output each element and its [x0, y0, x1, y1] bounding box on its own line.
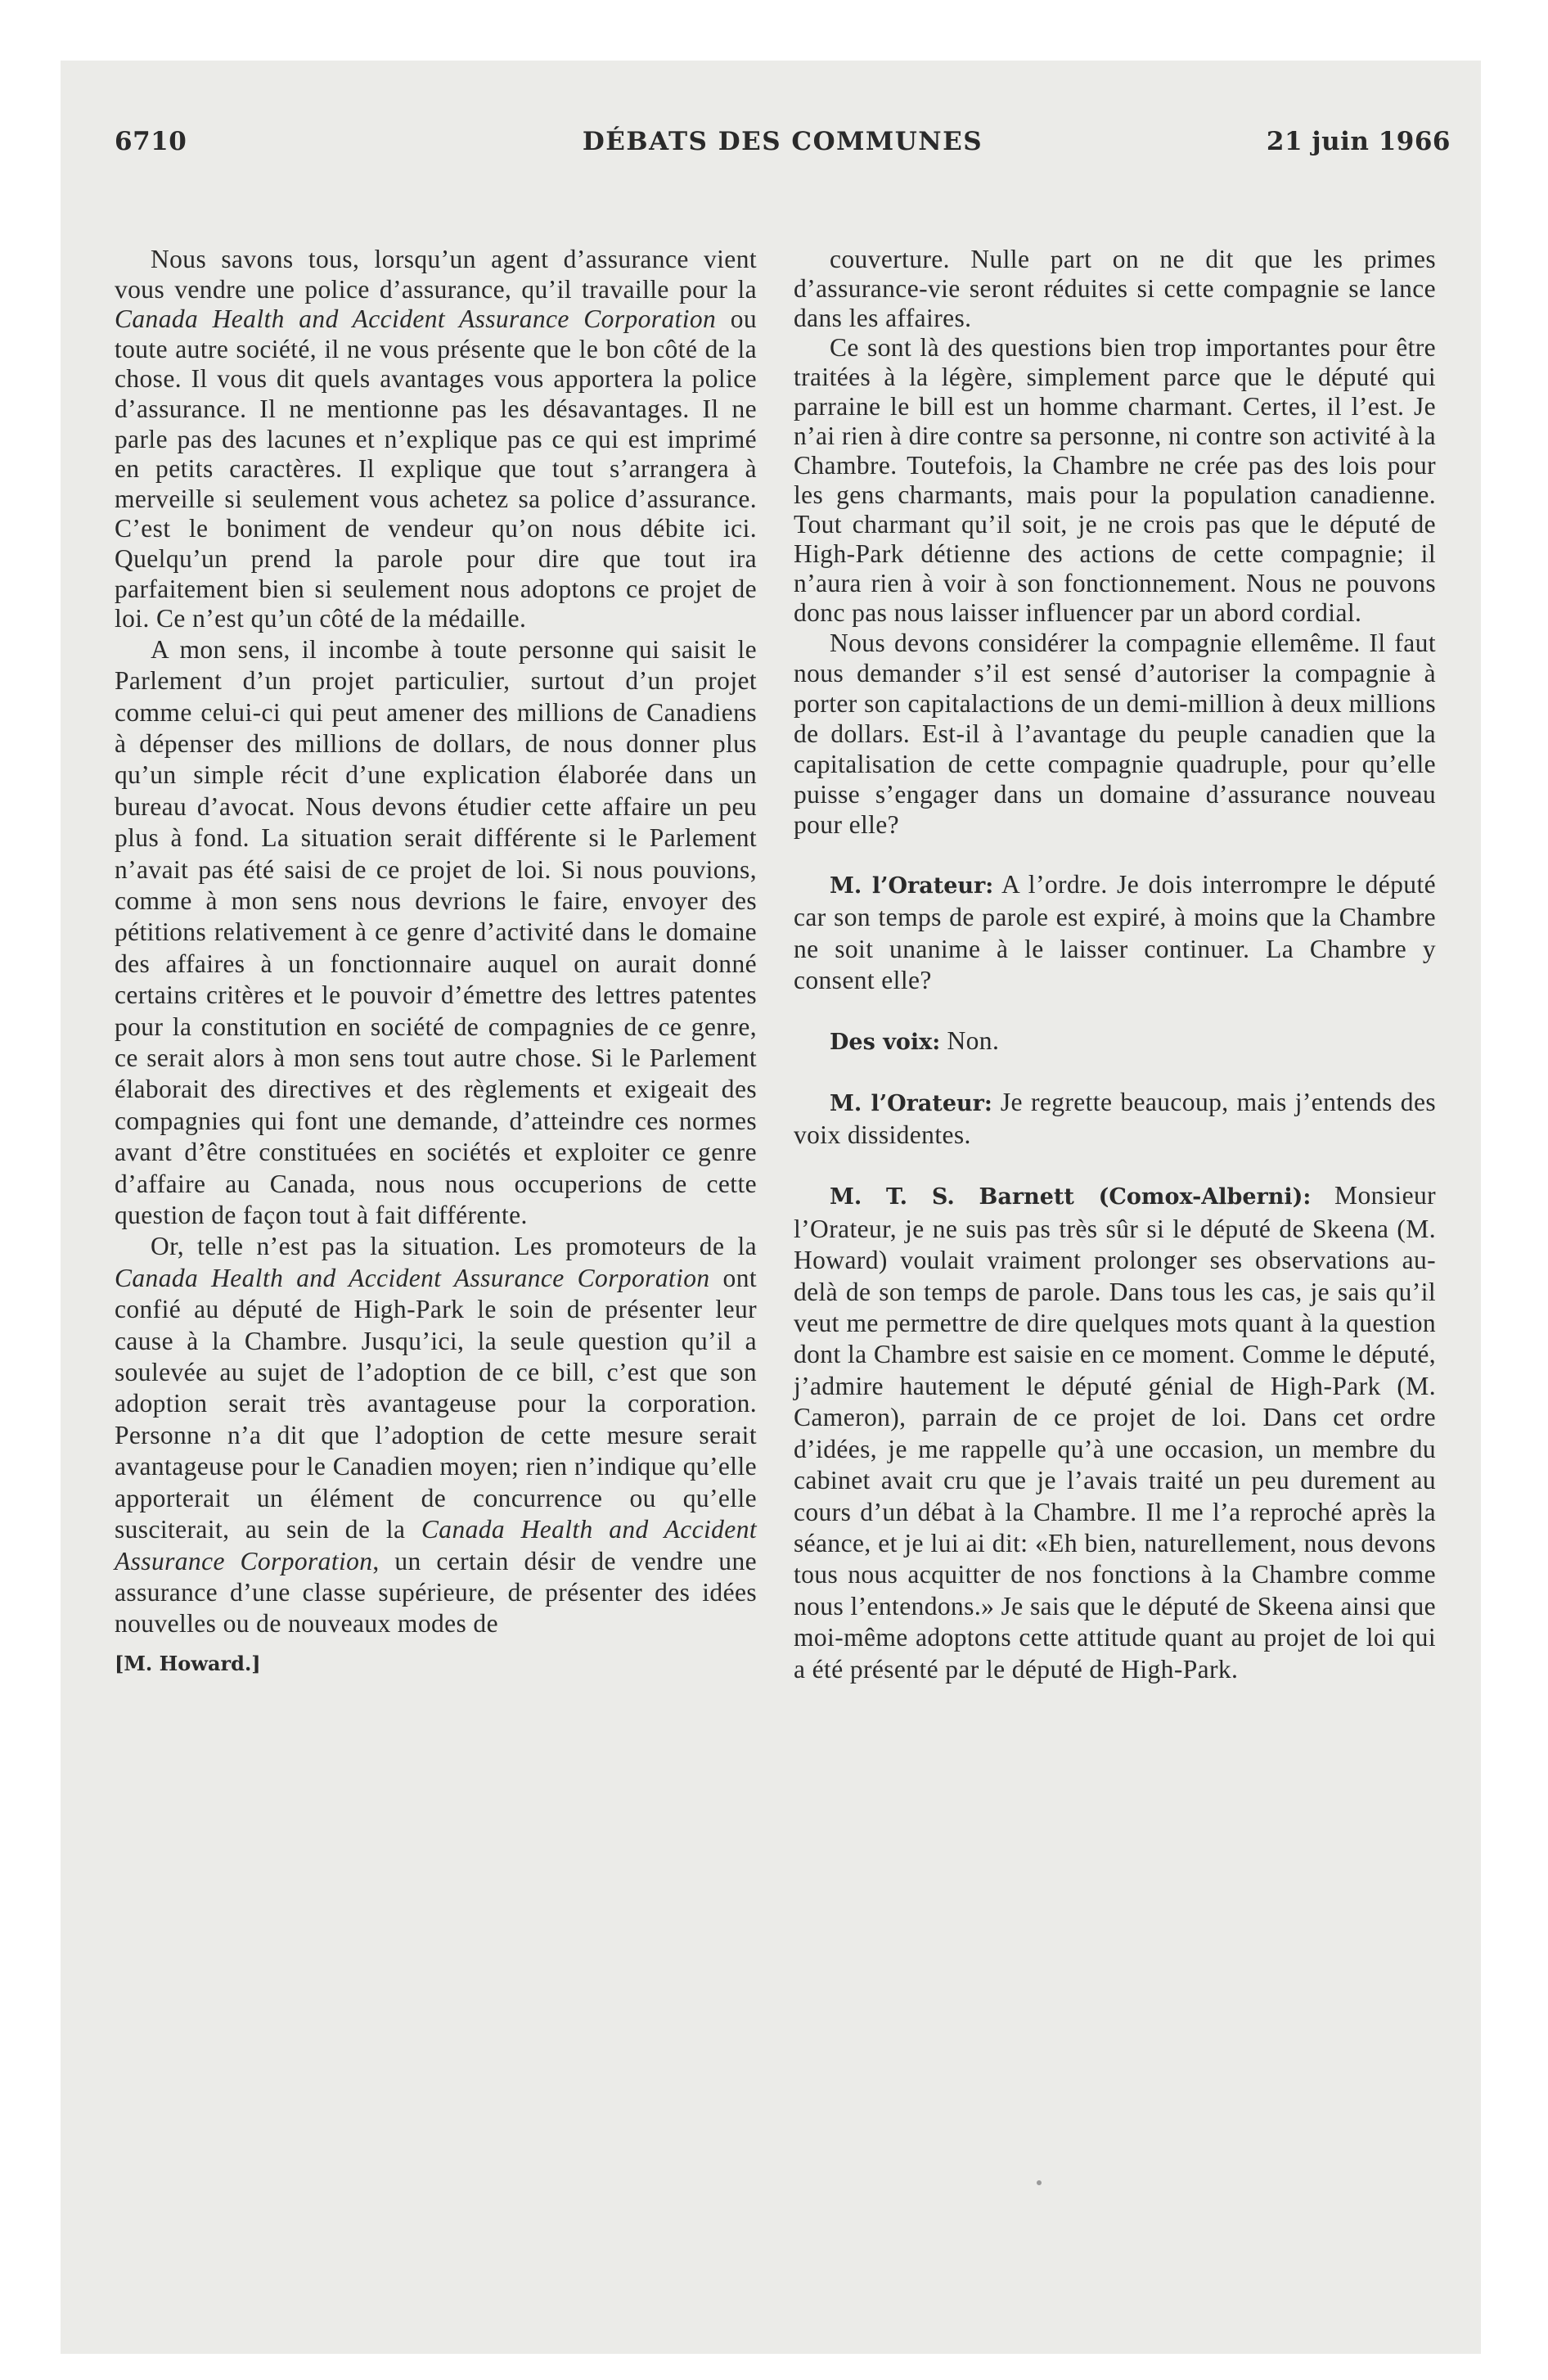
- company-name: Canada Health and Accident Assurance Corporation: [115, 304, 717, 334]
- speech-text: Non.: [940, 1025, 1000, 1055]
- paragraph: Or, telle n’est pas la situation. Les promoteurs de la Canada Health and Accident Assurance Corporation ont confié au député de High-Park le soin de présenter leur cause à la Chambre. Jusqu’ici, la seule question qu’il a soulevée au sujet de l’adoption de ce bill, c’est que son adoption serait très avantageuse pour la corporation. Personne n’a dit que l’adoption de cette mesure serait avantageuse pour le Canadien moyen; rien n’indique qu’elle apporterait un élément de concurrence ou qu’elle susciterait, au sein de la Canada Health and Accident Assurance Corporation, un certain désir de vendre une assurance d’une classe supérieure, de présenter des idées nouvelles ou de nouveaux modes de: [115, 1232, 757, 1639]
- speaker-name: M. l’Orateur:: [830, 873, 994, 899]
- speaker-name: M. T. S. Barnett (Comox-Alberni):: [830, 1184, 1312, 1210]
- page-title: DÉBATS DES COMMUNES: [582, 127, 983, 156]
- paragraph: couverture. Nulle part on ne dit que les primes d’assurance-vie seront réduites si cette compagnie se lance dans les affaires.: [794, 245, 1436, 332]
- paragraph: A mon sens, il incombe à toute personne qui saisit le Parlement d’un projet particulier, surtout d’un projet comme celui-ci qui peut amener des millions de Canadiens à dépenser des millions de dollars, de nous donner plus qu’un simple récit d’une explication élaborée dans un bureau d’avocat. Nous devons étudier cette affaire un peu plus à fond. La situation serait différente si le Parlement n’avait pas été saisi de ce projet de loi. Si nous pouvions, comme à mon sens nous devrions le faire, envoyer des pétitions relativement à ce genre d’activité dans le domaine des affaires à un fonctionnaire auquel on aurait donné certains critères et le pouvoir d’émettre des lettres patentes pour la constitution en société de compagnies de ce genre, ce serait alors à mon sens tout autre chose. Si le Parlement élaborait des directives et des règlements et exigeait des compagnies qui font une demande, d’atteindre ces normes avant d’être constituées en sociétés et exploiter ce genre d’affaire au Canada, nous nous occuperions de cette question de façon tout à fait différente.: [115, 634, 757, 1230]
- page-date: 21 juin 1966: [1266, 127, 1451, 156]
- paragraph: Ce sont là des questions bien trop importantes pour être traitées à la légère, simplement parce que le député qui parraine le bill est un homme charmant. Certes, il l’est. Je n’ai rien à dire contre sa personne, ni contre son activité à la Chambre. Toutefois, la Chambre ne crée pas des lois pour les gens charmants, mais pour la population canadienne. Tout charmant qu’il soit, je ne crois pas que le député de High-Park détienne des actions de cette compagnie; il n’aura rien à voir à son fonctionnement. Nous ne pouvons donc pas nous laisser influencer par un abord cordial.: [794, 333, 1436, 627]
- speaker-name: M. l’Orateur:: [830, 1090, 992, 1116]
- speech-des-voix: [794, 1026, 1436, 1057]
- speaker-name: Des voix:: [830, 1029, 941, 1055]
- right-column: [794, 245, 1436, 1685]
- speaker-attribution: [M. Howard.]: [115, 1651, 261, 1675]
- speech-text: Monsieur l’Orateur, je ne suis pas très sûr si le député de Skeena (M. Howard) voulait vraiment prolonger ses observations au-delà de son temps de parole. Dans tous les cas, je sais qu’il veut me permettre de dire quelques mots quant à la question dont la Chambre est saisie en ce moment. Comme le député, j’admire hautement le député génial de High-Park (M. Cameron), parrain de ce projet de loi. Dans cet ordre d’idées, je me rappelle qu’à une occasion, un membre du cabinet avait cru que je l’avais traité un peu durement au cours d’un débat à la Chambre. Il me l’a reproché après la séance, et je lui ai dit: «Eh bien, naturellement, nous devons tous nous acquitter de nos fonctions à la Chambre comme nous l’entendons.» Je sais que le député de Skeena ainsi que moi-même adoptons cette attitude quant au projet de loi qui a été présenté par le député de High-Park.: [794, 1181, 1436, 1684]
- paragraph: Nous savons tous, lorsqu’un agent d’assurance vient vous vendre une police d’assurance, qu’il travaille pour la Canada Health and Accident Assurance Corporation ou toute autre société, il ne vous présente que le bon côté de la chose. Il vous dit quels avantages vous apportera la police d’assurance. Il ne mentionne pas les désavantages. Il ne parle pas des lacunes et n’explique pas ce qui est imprimé en petits caractères. Il explique que tout s’arrangera à merveille si seulement vous achetez sa police d’assurance. C’est le boniment de vendeur qu’on nous débite ici. Quelqu’un prend la parole pour dire que tout ira parfaitement bien si seulement nous adoptons ce projet de loi. Ce n’est qu’un côté de la médaille.: [115, 245, 757, 633]
- paragraph: Nous devons considérer la compagnie ellemême. Il faut nous demander s’il est sensé d’autoriser la compagnie à porter son capitalactions de un demi-million à deux millions de dollars. Est-il à l’avantage du peuple canadien que la capitalisation de cette compagnie quadruple, pour qu’elle puisse s’engager dans un domaine d’assurance nouveau pour elle?: [794, 629, 1436, 839]
- page-number: 6710: [115, 127, 187, 156]
- speech-orateur-2: [794, 1087, 1436, 1152]
- document-page: [115, 127, 1451, 1684]
- company-name: Canada Health and Accident Assurance Corporation: [115, 1263, 710, 1292]
- page-header: [115, 127, 1451, 176]
- speech-text: A l’ordre. Je dois interrompre le député car son temps de parole est expiré, à moins que la Chambre ne soit unanime à le laisser continuer. La Chambre y consent elle?: [794, 870, 1436, 995]
- speech-text: Je regrette beaucoup, mais j’entends des voix dissidentes.: [794, 1087, 1436, 1150]
- scan-speck: [1037, 2180, 1042, 2185]
- speech-barnett: [794, 1180, 1436, 1685]
- speech-orateur: [794, 869, 1436, 997]
- company-name: Canada Health and Accident Assurance Corporation: [115, 1515, 757, 1575]
- left-column: [115, 245, 757, 1675]
